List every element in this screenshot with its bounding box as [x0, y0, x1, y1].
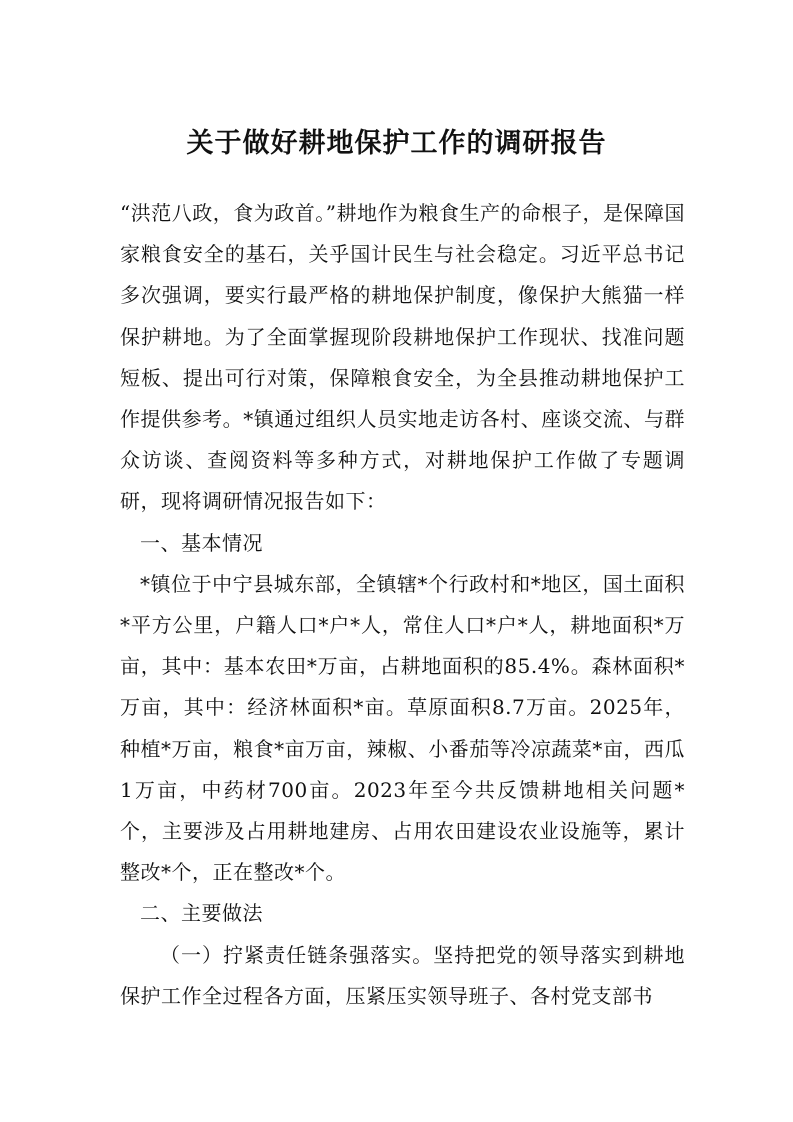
section-heading-basic-situation: 一、基本情况: [140, 530, 263, 555]
intro-paragraph: “洪范八政，食为政首。”耕地作为粮食生产的命根子，是保障国家粮食安全的基石，关乎国计民生与社会稳定。习近平总书记多次强调，要实行最严格的耕地保护制度，像保护大熊猫一样保护耕地。为了全面掌握现阶段耕地保护工作现状、找准问题短板、提出可行对策，保障粮食安全，为全县推动耕地保护工作提供参考。*镇通过组织人员实地走访各村、座谈交流、与群众访谈、查阅资料等多种方式，对耕地保护工作做了专题调研，现将调研情况报告如下：: [120, 201, 685, 514]
document-title: 关于做好耕地保护工作的调研报告: [186, 128, 607, 159]
section-heading-main-measures: 二、主要做法: [140, 901, 263, 926]
document-body: [120, 193, 685, 1017]
basic-situation-paragraph: *镇位于中宁县城东部，全镇辖*个行政村和*地区，国土面积*平方公里，户籍人口*户*人，常住人口*户*人，耕地面积*万亩，其中：基本农田*万亩，占耕地面积的85.4%。森林面积*万亩，其中：经济林面积*亩。草原面积8.7万亩。2025年，种植*万亩，粮食*亩万亩，辣椒、小番茄等冷凉蔬菜*亩，西瓜1万亩，中药材700亩。2023年至今共反馈耕地相关问题*个，主要涉及占用耕地建房、占用农田建设农业设施等，累计整改*个，正在整改*个。: [120, 571, 685, 885]
main-measures-paragraph: （一）拧紧责任链条强落实。坚持把党的领导落实到耕地保护工作全过程各方面，压紧压实领导班子、各村党支部书: [120, 942, 685, 1008]
